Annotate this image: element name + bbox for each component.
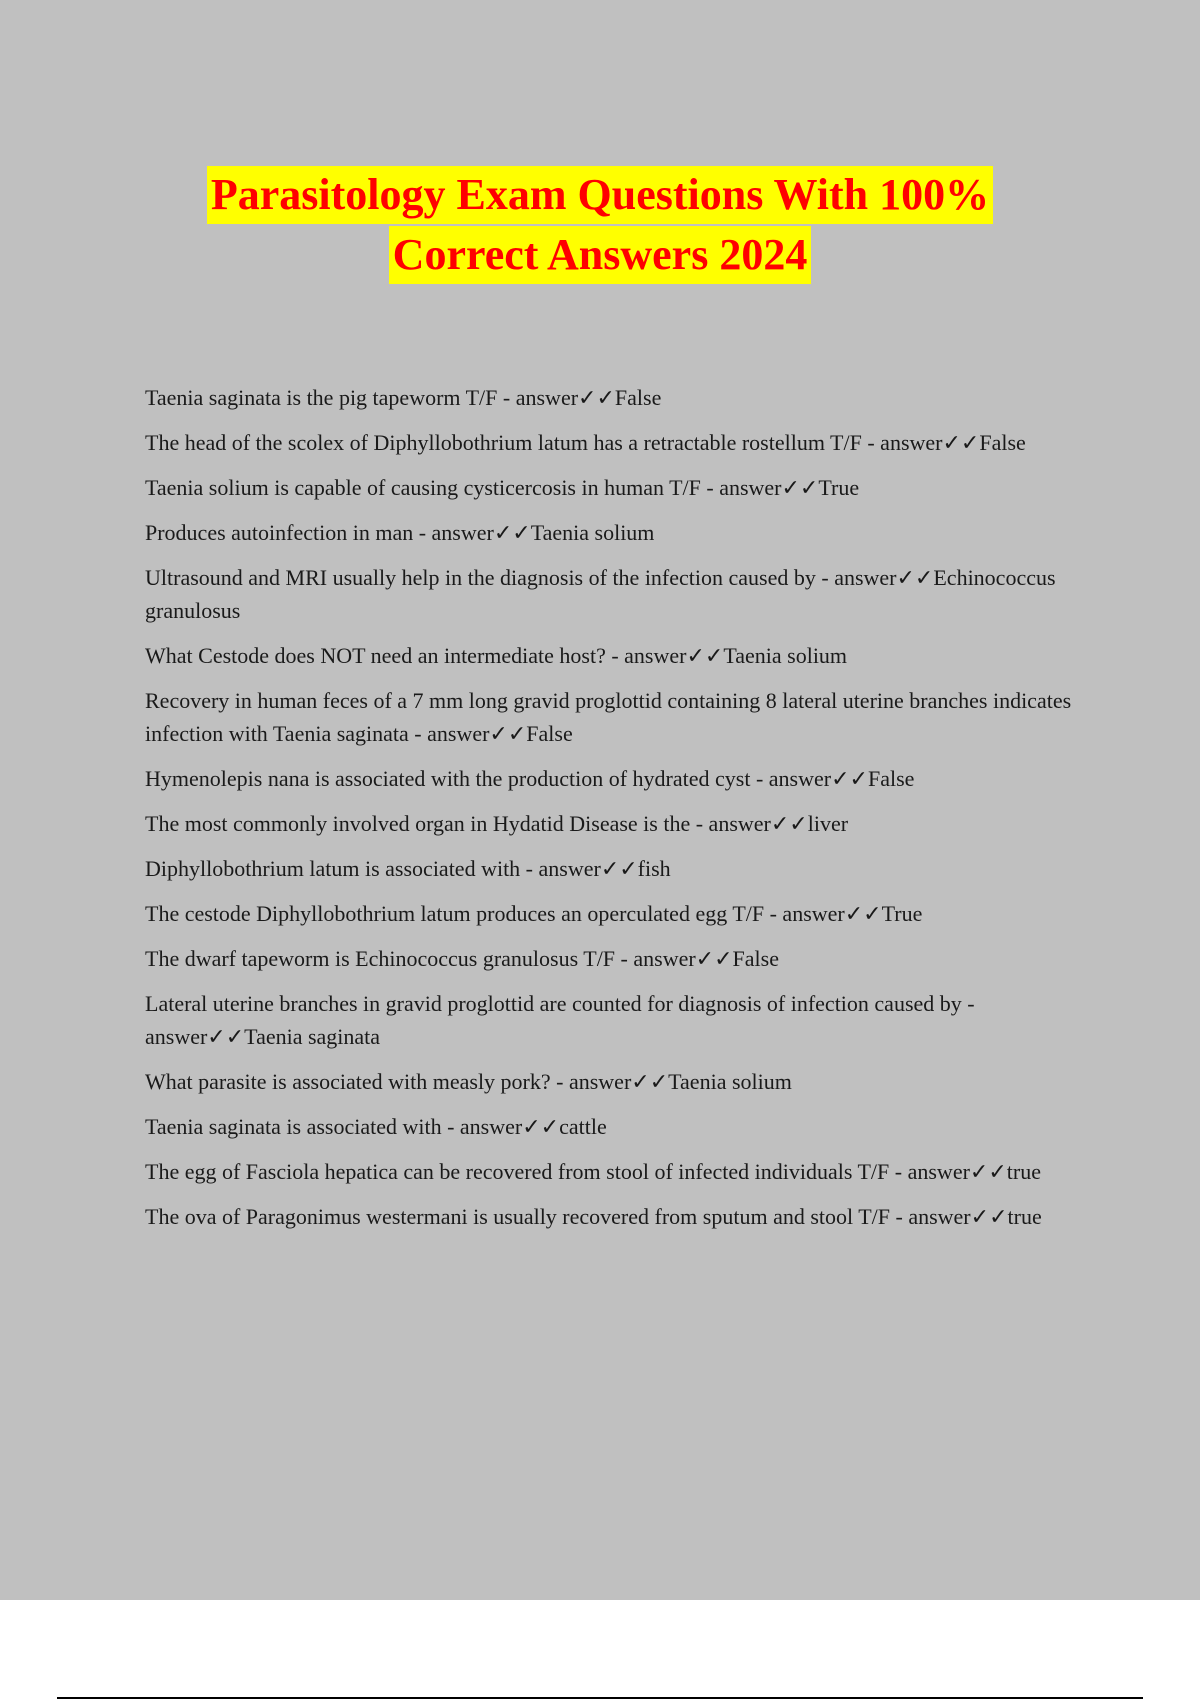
qa-item: Lateral uterine branches in gravid proglottid are counted for diagnosis of infection caused by - answer✓✓Taenia saginata <box>145 991 975 1049</box>
qa-item: Recovery in human feces of a 7 mm long gravid proglottid containing 8 lateral uterine branches indicates infection with Taenia saginata - answer✓✓False <box>145 688 1072 746</box>
title-line-1: Parasitology Exam Questions With 100% <box>207 166 993 224</box>
qa-item: What parasite is associated with measly pork? - answer✓✓Taenia solium <box>145 1069 792 1094</box>
qa-item: Taenia saginata is the pig tapeworm T/F - answer✓✓False <box>145 385 662 410</box>
qa-item: The dwarf tapeworm is Echinococcus granulosus T/F - answer✓✓False <box>145 946 779 971</box>
qa-item: The egg of Fasciola hepatica can be recovered from stool of infected individuals T/F - answer✓✓true <box>145 1159 1041 1184</box>
qa-item: The most commonly involved organ in Hydatid Disease is the - answer✓✓liver <box>145 811 849 836</box>
qa-item: What Cestode does NOT need an intermediate host? - answer✓✓Taenia solium <box>145 643 848 668</box>
title-line-2: Correct Answers 2024 <box>389 226 812 284</box>
qa-item: The ova of Paragonimus westermani is usually recovered from sputum and stool T/F - answer✓✓true <box>145 1204 1042 1229</box>
qa-item: The head of the scolex of Diphyllobothrium latum has a retractable rostellum T/F - answer✓✓False <box>145 430 1026 455</box>
question-answer-list <box>145 381 1075 1245</box>
document-title <box>0 166 1200 286</box>
qa-item: The cestode Diphyllobothrium latum produces an operculated egg T/F - answer✓✓True <box>145 901 923 926</box>
qa-item: Diphyllobothrium latum is associated with - answer✓✓fish <box>145 856 671 881</box>
qa-item: Hymenolepis nana is associated with the production of hydrated cyst - answer✓✓False <box>145 766 915 791</box>
qa-item: Produces autoinfection in man - answer✓✓Taenia solium <box>145 520 655 545</box>
footer-divider <box>57 1697 1143 1699</box>
qa-item: Taenia saginata is associated with - answer✓✓cattle <box>145 1114 607 1139</box>
qa-item: Ultrasound and MRI usually help in the diagnosis of the infection caused by - answer✓✓Echinococcus granulosus <box>145 565 1056 623</box>
qa-item: Taenia solium is capable of causing cysticercosis in human T/F - answer✓✓True <box>145 475 860 500</box>
